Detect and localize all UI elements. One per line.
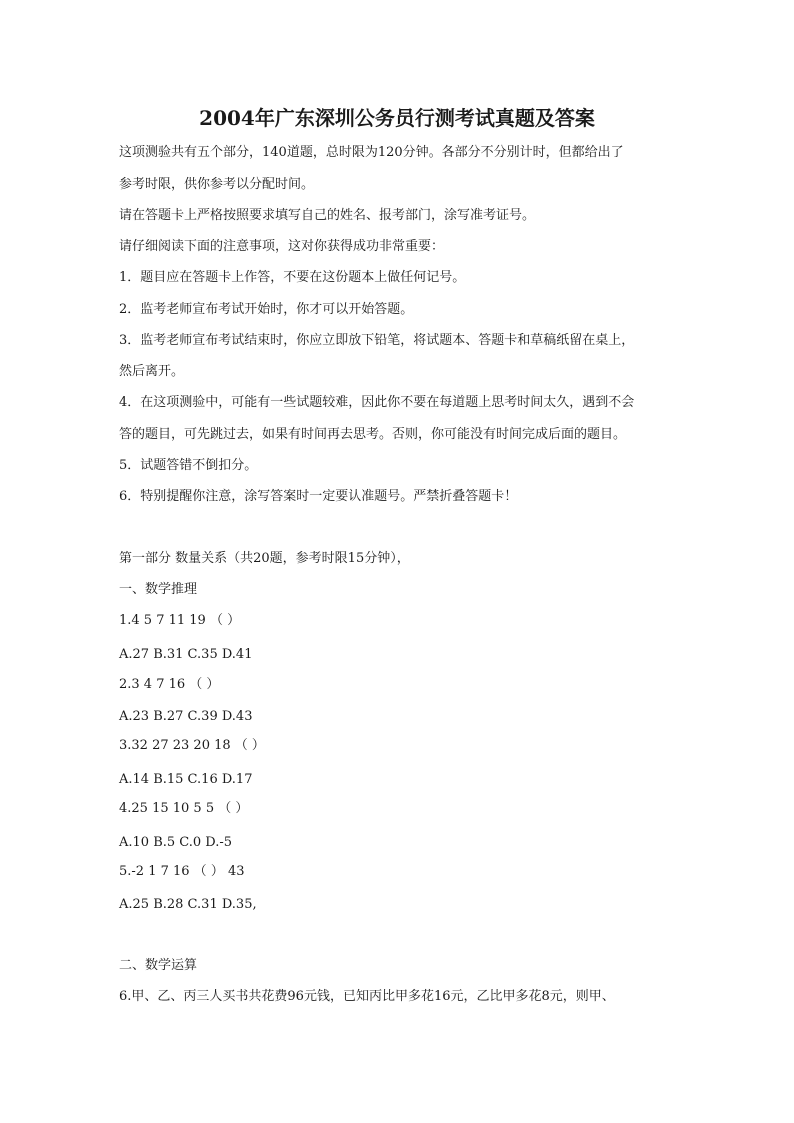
intro-line-3: 请在答题卡上严格按照要求填写自己的姓名、报考部门，涂写准考证号。	[119, 208, 536, 223]
rule-6: 6．特别提醒你注意，涂写答案时一定要认准题号。严禁折叠答题卡！	[119, 489, 518, 504]
question-2: 2.3 4 7 16 （ ）	[119, 677, 220, 692]
question-1-options: A.27 B.31 C.35 D.41	[119, 647, 253, 662]
rule-1: 1．题目应在答题卡上作答，不要在这份题本上做任何记号。	[119, 270, 466, 285]
intro-line-2: 参考时限，供你参考以分配时间。	[119, 177, 315, 192]
question-5-options: A.25 B.28 C.31 D.35,	[119, 897, 257, 912]
rule-3-line-2: 然后离开。	[119, 364, 185, 379]
question-6: 6.甲、乙、丙三人买书共花费96元钱，已知丙比甲多花16元，乙比甲多花8元，则甲、	[119, 989, 615, 1004]
question-5: 5.-2 1 7 16 （ ） 43	[119, 864, 245, 879]
question-1: 1.4 5 7 11 19 （ ）	[119, 613, 241, 628]
rule-2: 2．监考老师宣布考试开始时，你才可以开始答题。	[119, 302, 414, 317]
document-title: 2004年广东深圳公务员行测考试真题及答案	[199, 106, 595, 130]
rule-4-line-2: 答的题目，可先跳过去，如果有时间再去思考。否则，你可能没有时间完成后面的题目。	[119, 427, 627, 442]
question-3: 3.32 27 23 20 18 （ ）	[119, 738, 265, 753]
section1-heading: 一、数学推理	[119, 582, 198, 597]
question-4-options: A.10 B.5 C.0 D.-5	[119, 835, 233, 850]
section2-heading: 二、数学运算	[119, 958, 198, 973]
question-4: 4.25 15 10 5 5 （ ）	[119, 801, 249, 816]
rule-3-line-1: 3．监考老师宣布考试结束时，你应立即放下铅笔，将试题本、答题卡和草稿纸留在桌上，	[119, 333, 635, 348]
rule-5: 5．试题答错不倒扣分。	[119, 458, 258, 473]
intro-line-4: 请仔细阅读下面的注意事项，这对你获得成功非常重要：	[119, 239, 445, 254]
intro-line-1: 这项测验共有五个部分，140道题，总时限为120分钟。各部分不分别计时，但都给出了	[119, 145, 624, 160]
rule-4-line-1: 4．在这项测验中，可能有一些试题较难，因此你不要在每道题上思考时间太久，遇到不会	[119, 395, 635, 410]
question-2-options: A.23 B.27 C.39 D.43	[119, 709, 253, 724]
part1-heading: 第一部分 数量关系（共20题，参考时限15分钟），	[119, 551, 410, 566]
question-3-options: A.14 B.15 C.16 D.17	[119, 772, 253, 787]
